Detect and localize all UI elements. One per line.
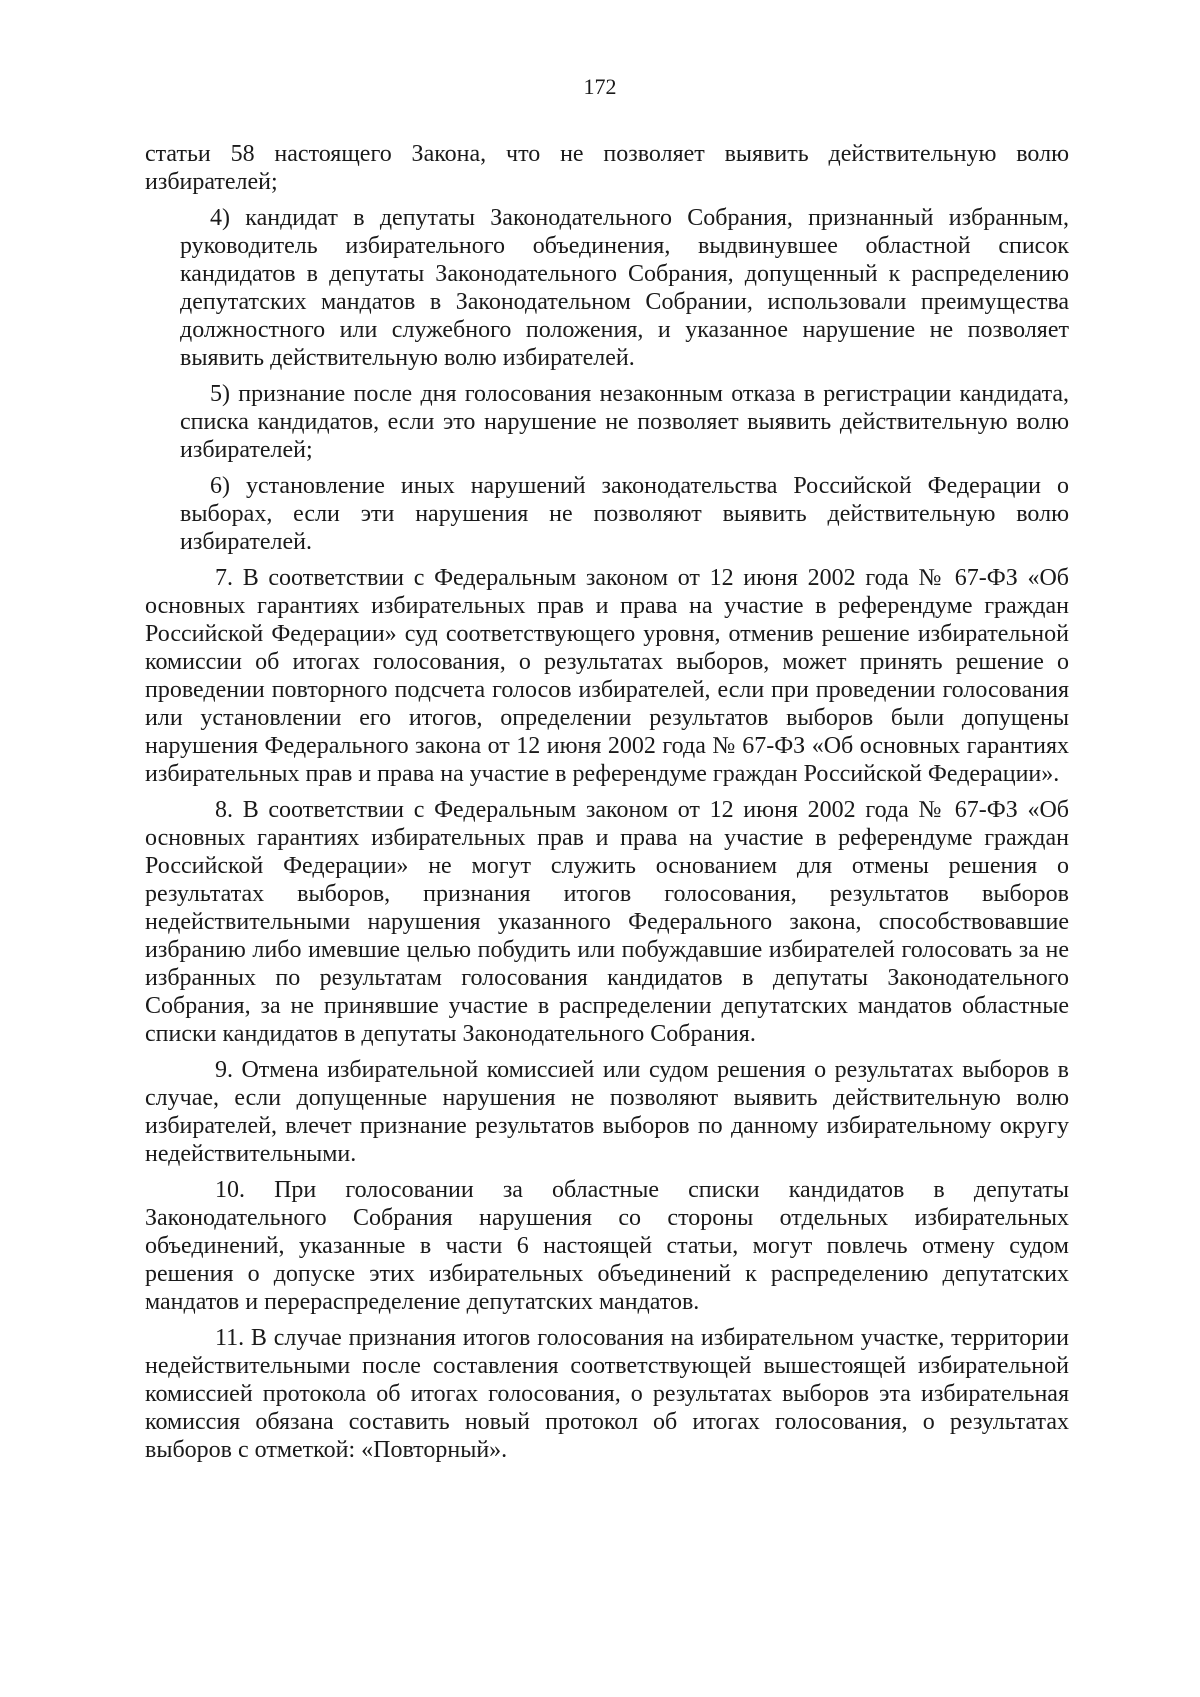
paragraph-item-4: 4) кандидат в депутаты Законодательного Собрания, признанный избранным, руководитель избирательного объединения, выдвинувшее областной список кандидатов в депутаты Законодательного Собрания, допущенный к распределению депутатских мандатов в Законодательном Собрании, использовали преимущества должностного или служебного положения, и указанное нарушение не позволяет выявить действительную волю избирателей. [180,205,1069,371]
paragraph-part-9: 9. Отмена избирательной комиссией или судом решения о результатах выборов в случае, если допущенные нарушения не позволяют выявить действительную волю избирателей, влечет признание результатов выборов по данному избирательному округу недействительными. [145,1057,1069,1167]
paragraph-part-8: 8. В соответствии с Федеральным законом от 12 июня 2002 года № 67-ФЗ «Об основных гарантиях избирательных прав и права на участие в референдуме граждан Российской Федерации» не могут служить основанием для отмены решения о результатах выборов, признания итогов голосования, результатов выборов недействительными нарушения указанного Федерального закона, способствовавшие избранию либо имевшие целью побудить или побуждавшие избирателей голосовать за не избранных по результатам голосования кандидатов в депутаты Законодательного Собрания, за не принявшие участие в распределении депутатских мандатов областные списки кандидатов в депутаты Законодательного Собрания. [145,797,1069,1047]
document-body [145,140,1069,1472]
paragraph-item-6: 6) установление иных нарушений законодательства Российской Федерации о выборах, если эти нарушения не позволяют выявить действительную волю избирателей. [180,473,1069,555]
paragraph-item-5: 5) признание после дня голосования незаконным отказа в регистрации кандидата, списка кандидатов, если это нарушение не позволяет выявить действительную волю избирателей; [180,381,1069,463]
page-number: 172 [583,74,617,99]
paragraph-continuation: статьи 58 настоящего Закона, что не позволяет выявить действительную волю избирателей; [145,141,1069,195]
paragraph-part-11: 11. В случае признания итогов голосования на избирательном участке, территории недействительными после составления соответствующей вышестоящей избирательной комиссией протокола об итогах голосования, о результатах выборов эта избирательная комиссия обязана составить новый протокол об итогах голосования, о результатах выборов с отметкой: «Повторный». [145,1325,1069,1463]
paragraph-part-10: 10. При голосовании за областные списки кандидатов в депутаты Законодательного Собрания нарушения со стороны отдельных избирательных объединений, указанные в части 6 настоящей статьи, могут повлечь отмену судом решения о допуске этих избирательных объединений к распределению депутатских мандатов и перераспределение депутатских мандатов. [145,1177,1069,1315]
paragraph-part-7: 7. В соответствии с Федеральным законом от 12 июня 2002 года № 67-ФЗ «Об основных гарантиях избирательных прав и права на участие в референдуме граждан Российской Федерации» суд соответствующего уровня, отменив решение избирательной комиссии об итогах голосования, о результатах выборов, может принять решение о проведении повторного подсчета голосов избирателей, если при проведении голосования или установлении его итогов, определении результатов выборов были допущены нарушения Федерального закона от 12 июня 2002 года № 67-ФЗ «Об основных гарантиях избирательных прав и права на участие в референдуме граждан Российской Федерации». [145,565,1069,787]
